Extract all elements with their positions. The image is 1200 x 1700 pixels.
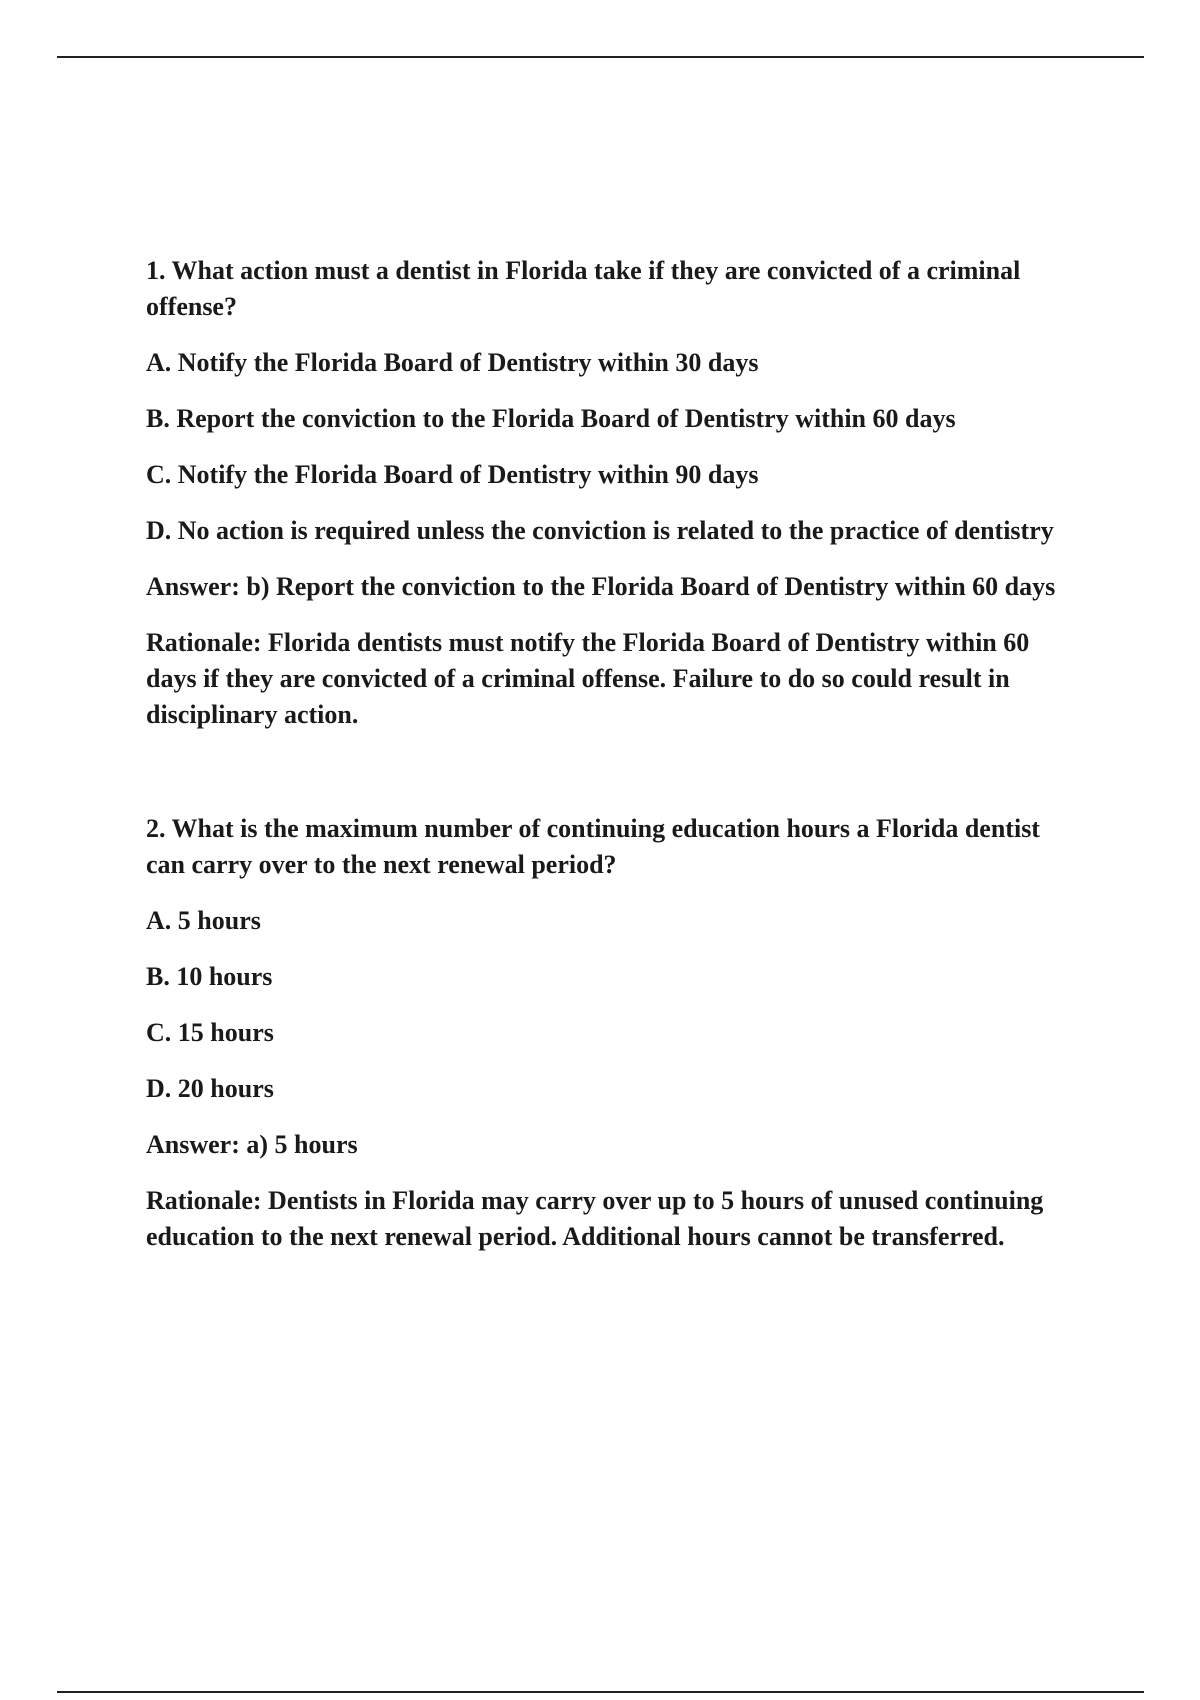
question-text: 2. What is the maximum number of continuing education hours a Florida dentist can carry over to the next renewal period? [146,814,1040,879]
option-d: D. 20 hours [146,1074,274,1103]
header-rule [57,56,1144,58]
option-c: C. Notify the Florida Board of Dentistry within 90 days [146,460,759,489]
answer-text: Answer: a) 5 hours [146,1130,358,1159]
footer-rule [57,1691,1144,1693]
question-text: 1. What action must a dentist in Florida take if they are convicted of a criminal offense? [146,256,1021,321]
option-b: B. 10 hours [146,962,273,991]
option-b: B. Report the conviction to the Florida Board of Dentistry within 60 days [146,404,956,433]
option-a: A. Notify the Florida Board of Dentistry within 30 days [146,348,759,377]
block-spacer [146,733,1076,811]
option-a: A. 5 hours [146,906,261,935]
option-c: C. 15 hours [146,1018,274,1047]
rationale-text: Rationale: Dentists in Florida may carry over up to 5 hours of unused continuing education to the next renewal period. Additional hours cannot be transferred. [146,1186,1044,1251]
option-d: D. No action is required unless the conviction is related to the practice of dentistry [146,516,1054,545]
question-block-1 [146,253,1076,733]
question-block-2 [146,811,1076,1255]
rationale-text: Rationale: Florida dentists must notify the Florida Board of Dentistry within 60 days if they are convicted of a criminal offense. Failure to do so could result in disciplinary action. [146,628,1030,729]
document-body [146,253,1076,1255]
answer-text: Answer: b) Report the conviction to the Florida Board of Dentistry within 60 days [146,572,1056,601]
